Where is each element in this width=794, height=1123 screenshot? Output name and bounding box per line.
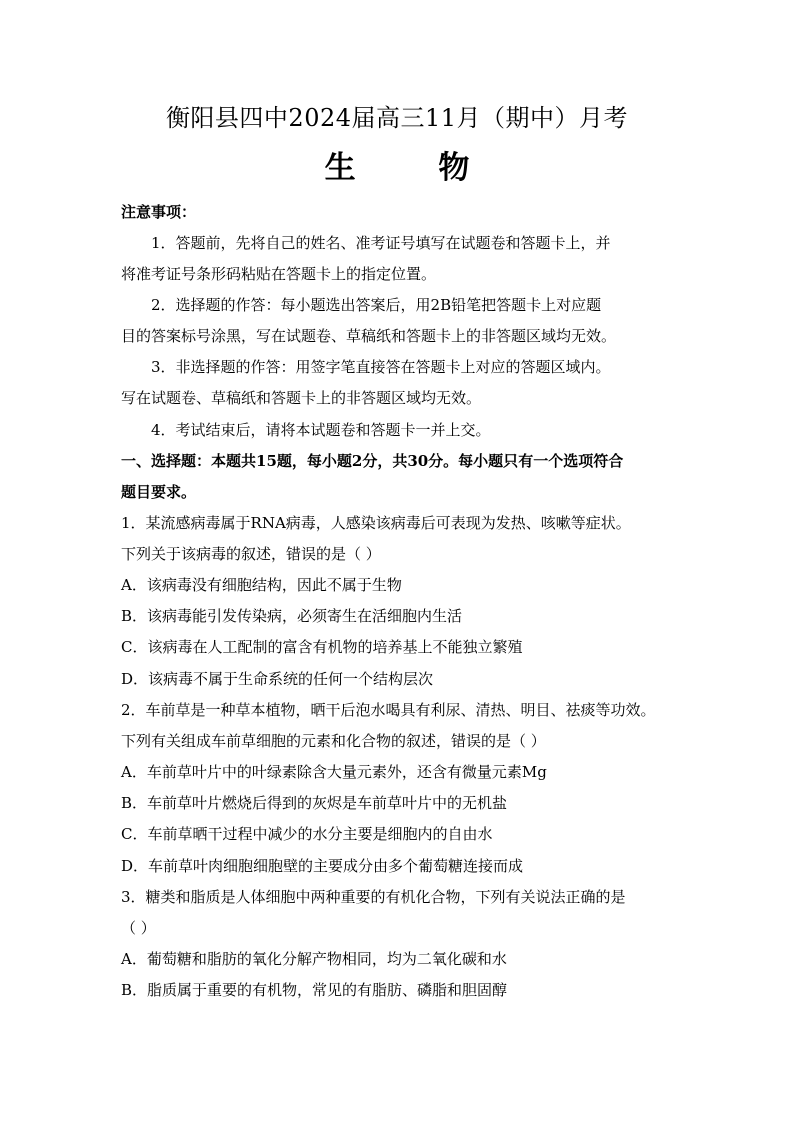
question-option: A．车前草叶片中的叶绿素除含大量元素外，还含有微量元素Mg xyxy=(121,763,547,781)
question-option: A．该病毒没有细胞结构，因此不属于生物 xyxy=(121,576,402,594)
section-heading: 题目要求。 xyxy=(121,483,197,501)
notes-heading: 注意事项： xyxy=(121,203,197,221)
notes-line: 4．考试结束后，请将本试题卷和答题卡一并上交。 xyxy=(151,421,491,439)
question-stem: 下列有关组成车前草细胞的元素和化合物的叙述，错误的是（ ） xyxy=(121,732,546,750)
question-stem: 下列关于该病毒的叙述，错误的是（ ） xyxy=(121,545,381,563)
question-option: B．车前草叶片燃烧后得到的灰烬是车前草叶片中的无机盐 xyxy=(121,794,508,812)
notes-line: 写在试题卷、草稿纸和答题卡上的非答题区域均无效。 xyxy=(121,389,482,407)
question-option: C．该病毒在人工配制的富含有机物的培养基上不能独立繁殖 xyxy=(121,638,523,656)
question-stem: （ ） xyxy=(121,919,156,937)
notes-line: 1．答题前，先将自己的姓名、准考证号填写在试题卷和答题卡上，并 xyxy=(151,234,611,252)
question-option: A．葡萄糖和脂肪的氧化分解产物相同，均为二氧化碳和水 xyxy=(121,950,507,968)
notes-line: 2．选择题的作答：每小题选出答案后，用2B铅笔把答题卡上对应题 xyxy=(151,296,602,314)
question-option: B．脂质属于重要的有机物，常见的有脂肪、磷脂和胆固醇 xyxy=(121,981,508,999)
question-option: C．车前草晒干过程中减少的水分主要是细胞内的自由水 xyxy=(121,825,493,843)
notes-line: 将准考证号条形码粘贴在答题卡上的指定位置。 xyxy=(121,265,437,283)
question-option: D．该病毒不属于生命系统的任何一个结构层次 xyxy=(121,670,434,688)
notes-line: 目的答案标号涂黑，写在试题卷、草稿纸和答题卡上的非答题区域均无效。 xyxy=(121,327,617,345)
section-heading: 一、选择题：本题共15题，每小题2分，共30分。每小题只有一个选项符合 xyxy=(121,452,624,470)
question-stem: 2．车前草是一种草本植物，晒干后泡水喝具有利尿、清热、明目、祛痰等功效。 xyxy=(121,701,656,719)
question-option: D．车前草叶肉细胞细胞壁的主要成分由多个葡萄糖连接而成 xyxy=(121,857,524,875)
question-option: B．该病毒能引发传染病，必须寄生在活细胞内生活 xyxy=(121,607,463,625)
question-stem: 3．糖类和脂质是人体细胞中两种重要的有机化合物，下列有关说法正确的是 xyxy=(121,888,626,906)
exam-title: 衡阳县四中2024届高三11月（期中）月考 xyxy=(165,104,629,132)
question-stem: 1．某流感病毒属于RNA病毒，人感染该病毒后可表现为发热、咳嗽等症状。 xyxy=(121,514,631,532)
subject-title: 生 物 xyxy=(324,150,506,186)
notes-line: 3．非选择题的作答：用签字笔直接答在答题卡上对应的答题区域内。 xyxy=(151,358,611,376)
